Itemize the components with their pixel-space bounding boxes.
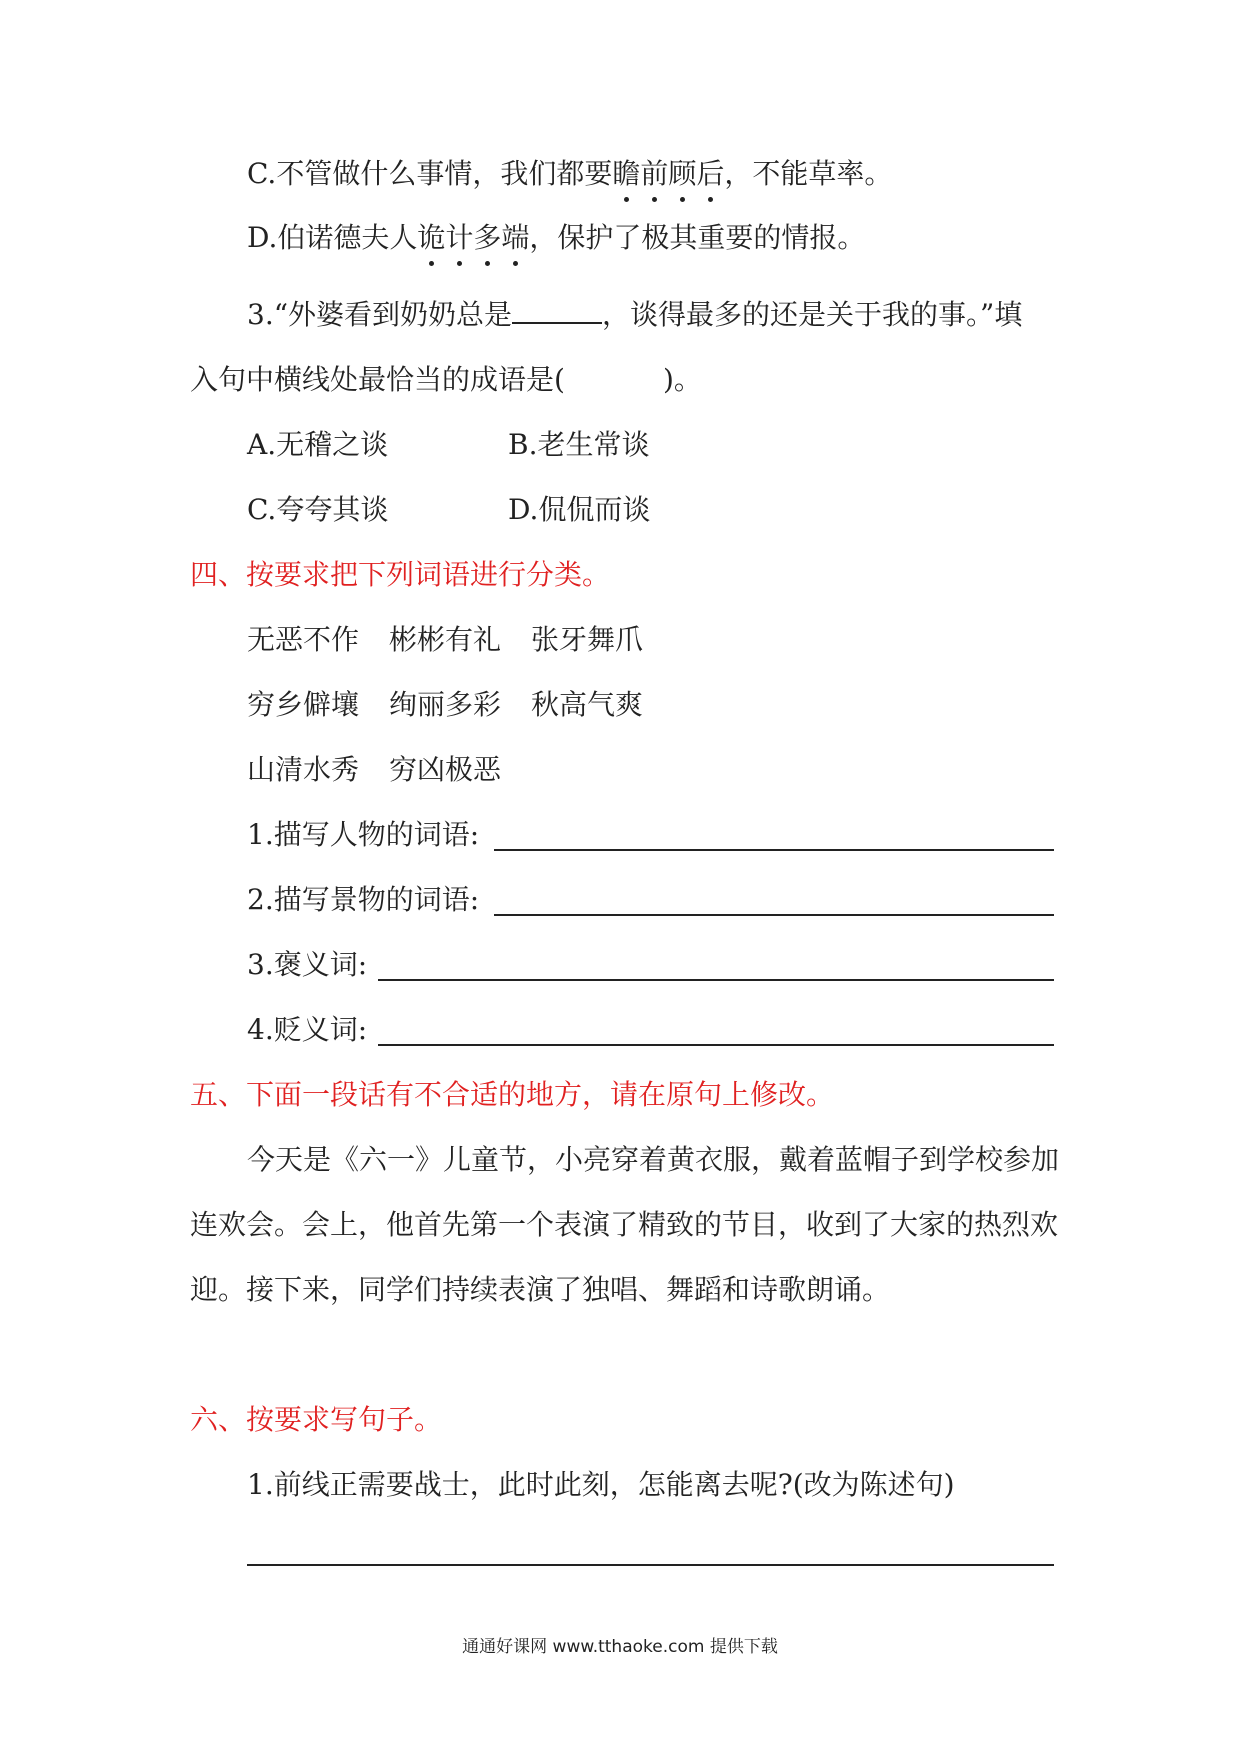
word-item: 穷凶极恶 [389, 753, 502, 786]
classify-people-label: 1.描写人物的词语: [247, 818, 480, 851]
choice-b[interactable]: B.老生常谈 [508, 428, 650, 461]
dotted-char: 计 [445, 218, 473, 258]
word-row-1 [247, 620, 673, 660]
dotted-char: 前 [640, 154, 668, 194]
word-item: 无恶不作 [247, 623, 360, 656]
word-item: 穷乡僻壤 [247, 688, 360, 721]
question-3-text-b: ，谈得最多的还是关于我的事。”填 [602, 298, 1023, 331]
word-item: 山清水秀 [247, 753, 360, 786]
option-c-suffix: ，不能草率。 [724, 157, 893, 190]
choice-d[interactable]: D.侃侃而谈 [508, 493, 651, 526]
option-d-line [247, 218, 865, 258]
classify-scenery-label: 2.描写景物的词语: [247, 883, 480, 916]
word-row-3 [247, 750, 531, 790]
question-3-text-d: )。 [662, 363, 702, 396]
dotted-char: 诡 [417, 218, 445, 258]
answer-line-positive[interactable] [378, 979, 1054, 981]
section-6-title: 六、按要求写句子。 [190, 1403, 443, 1436]
word-item: 彬彬有礼 [389, 623, 502, 656]
footer-credit: 通通好课网 www.tthaoke.com 提供下载 [462, 1637, 778, 1657]
answer-line-scenery[interactable] [494, 914, 1054, 916]
question-3-line1 [247, 295, 1022, 335]
option-c-prefix: C.不管做什么事情，我们都要 [247, 157, 613, 190]
question-3-text-a: 3.“外婆看到奶奶总是 [247, 298, 513, 331]
word-row-2 [247, 685, 673, 725]
classify-positive-label: 3.褒义词: [247, 948, 368, 981]
classify-negative-label: 4.贬义词: [247, 1013, 368, 1046]
dotted-char: 瞻 [612, 154, 640, 194]
option-c-line [247, 154, 892, 194]
paragraph-line-3: 迎。接下来，同学们持续表演了独唱、舞蹈和诗歌朗诵。 [190, 1273, 891, 1306]
paragraph-line-1: 今天是《六一》儿童节，小亮穿着黄衣服，戴着蓝帽子到学校参加 [247, 1143, 1060, 1176]
dotted-char: 端 [501, 218, 529, 258]
answer-line-negative[interactable] [378, 1044, 1054, 1046]
dotted-char: 顾 [668, 154, 696, 194]
paragraph-line-2: 连欢会。会上，他首先第一个表演了精致的节目，收到了大家的热烈欢 [190, 1208, 1059, 1241]
option-d-suffix: ，保护了极其重要的情报。 [529, 221, 866, 254]
rewrite-question-1: 1.前线正需要战士，此时此刻，怎能离去呢?(改为陈述句) [247, 1468, 955, 1501]
section-4-title: 四、按要求把下列词语进行分类。 [190, 558, 611, 591]
option-d-prefix: D.伯诺德夫人 [247, 221, 418, 254]
dotted-char: 多 [473, 218, 501, 258]
question-3-text-c: 入句中横线处最恰当的成语是( [190, 363, 565, 396]
dotted-char: 后 [696, 154, 724, 194]
choice-c[interactable]: C.夸夸其谈 [247, 493, 389, 526]
choice-a[interactable]: A.无稽之谈 [247, 428, 389, 461]
section-5-title: 五、下面一段话有不合适的地方，请在原句上修改。 [190, 1078, 835, 1111]
question-3-line2 [190, 360, 702, 400]
fill-blank[interactable] [512, 296, 602, 324]
word-item: 秋高气爽 [531, 688, 644, 721]
word-item: 张牙舞爪 [531, 623, 644, 656]
answer-line-rewrite[interactable] [247, 1564, 1054, 1566]
word-item: 绚丽多彩 [389, 688, 502, 721]
answer-line-people[interactable] [494, 849, 1054, 851]
